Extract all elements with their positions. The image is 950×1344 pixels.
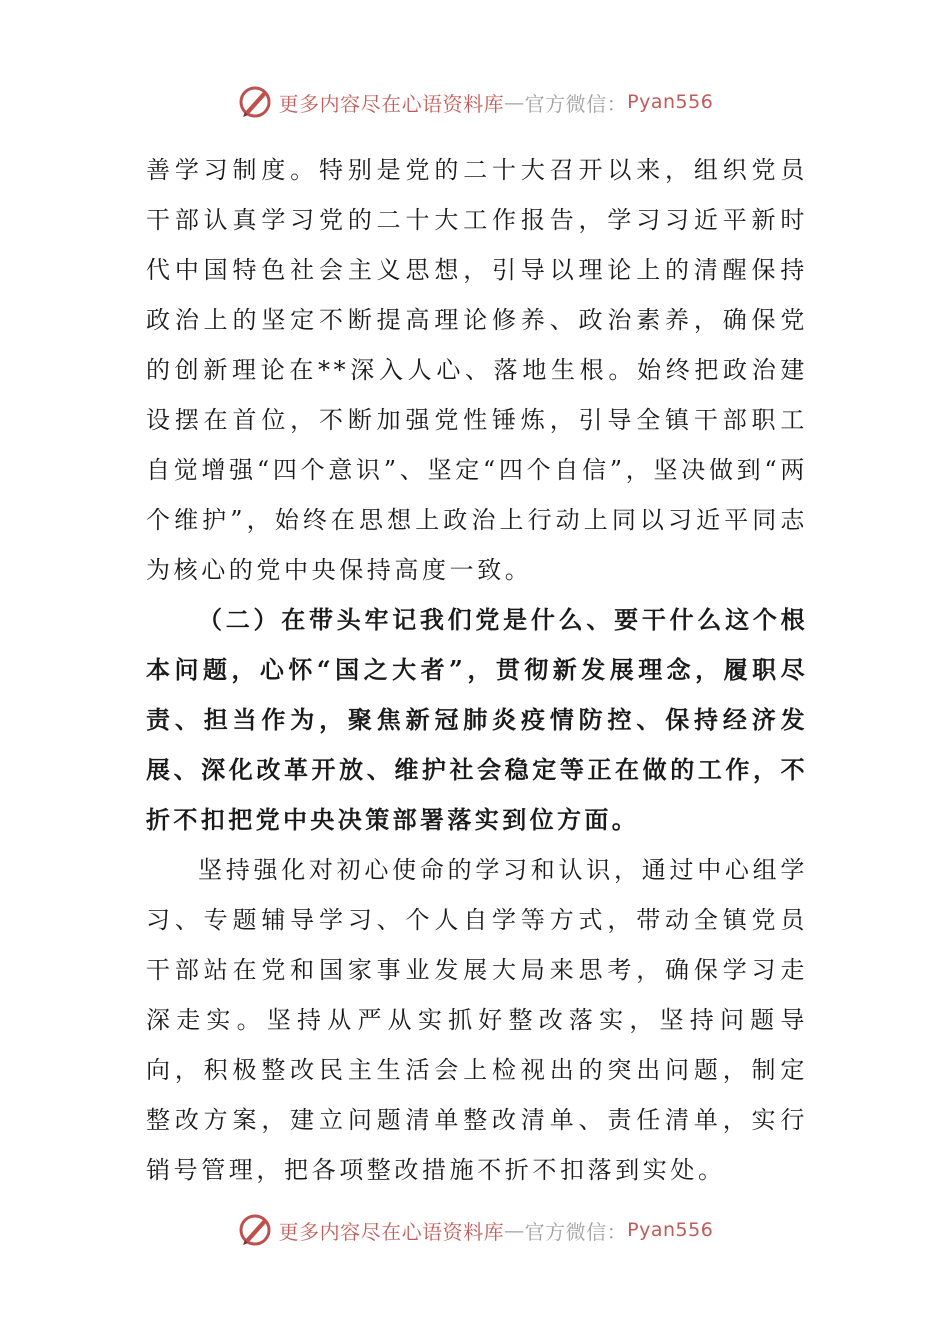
watermark-dash: — [504,1218,525,1242]
watermark-main-text: 更多内容尽在心语资料库 [278,1219,505,1244]
pen-circle-logo-icon [237,84,273,120]
header-watermark [0,80,950,124]
pen-circle-logo-icon [237,1212,273,1248]
paragraph-continued: 善学习制度。特别是党的二十大召开以来，组织党员干部认真学习党的二十大工作报告，学习习近平新时代中国特色社会主义思想，引导以理论上的清醒保持政治上的坚定不断提高理论修养、政治素养，确保党的创新理论在**深入人心、落地生根。始终把政治建设摆在首位，不断加强党性锤炼，引导全镇干部职工自觉增强“四个意识”、坚定“四个自信”，坚决做到“两个维护”，始终在思想上政治上行动上同以习近平同志为核心的党中央保持高度一致。 [146,156,808,584]
watermark-wechat-id: Pyan556 [627,1219,714,1241]
document-body [146,145,808,1195]
watermark-dash: — [504,90,525,114]
paragraph-2: 坚持强化对初心使命的学习和认识，通过中心组学习、专题辅导学习、个人自学等方式，带动全镇党员干部站在党和国家事业发展大局来思考，确保学习走深走实。坚持从严从实抓好整改落实，坚持问题导向，积极整改民主生活会上检视出的突出问题，制定整改方案，建立问题清单整改清单、责任清单，实行销号管理，把各项整改措施不折不扣落到实处。 [146,856,808,1184]
footer-watermark [0,1208,950,1252]
watermark-sub-text: 官方微信： [524,91,628,116]
watermark-sub-text: 官方微信： [524,1219,628,1244]
section-heading-2: （二）在带头牢记我们党是什么、要干什么这个根本问题，心怀“国之大者”，贯彻新发展理念，履职尽责、担当作为，聚焦新冠肺炎疫情防控、保持经济发展、深化改革开放、维护社会稳定等正在做的工作，不折不扣把党中央决策部署落实到位方面。 [146,605,808,834]
watermark-wechat-id: Pyan556 [627,91,714,113]
watermark-main-text: 更多内容尽在心语资料库 [278,91,505,116]
